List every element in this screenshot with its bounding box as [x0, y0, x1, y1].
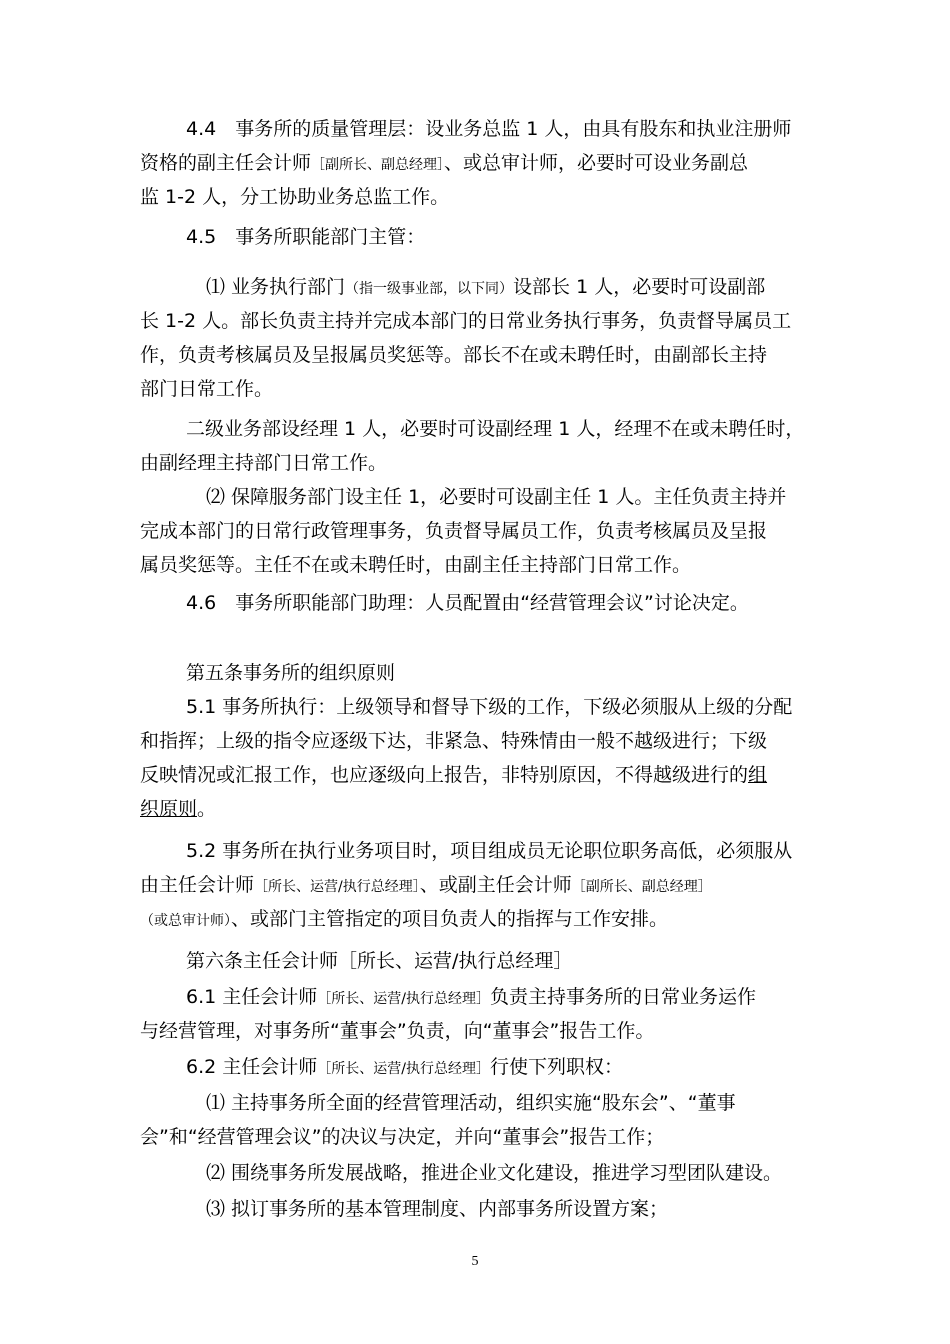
- text-run: 。: [197, 798, 217, 820]
- bracket-note: ［副所长、副总经理］: [311, 157, 445, 173]
- text-line: 5.2 事务所在执行业务项目时，项目组成员无论职位职务高低，必须服从: [186, 840, 793, 862]
- text-line: 长 1-2 人。部长负责主持并完成本部门的日常业务执行事务，负责督导属员工: [140, 310, 792, 332]
- text-run: 、或总审计师，必要时可设业务副总: [444, 152, 749, 174]
- text-run: 由主任会计师: [140, 874, 255, 896]
- text-line: [140, 868, 830, 902]
- text-run: ⑴ 业务执行部门: [206, 276, 346, 298]
- article-6-heading: 第六条主任会计师［所长、运营/执行总经理］: [186, 950, 573, 972]
- text-line: 监 1-2 人，分工协助业务总监工作。: [140, 186, 450, 208]
- paragraph-second-level-dept: [140, 412, 830, 480]
- text-run: 6.2 主任会计师: [186, 1056, 318, 1078]
- bracket-note: ［所长、运营/执行总经理］: [317, 1061, 490, 1077]
- text-line: 属员奖惩等。主任不在或未聘任时，由副主任主持部门日常工作。: [140, 554, 692, 576]
- text-run: 、或副主任会计师: [419, 874, 572, 896]
- text-line: [140, 902, 830, 936]
- paragraph-4-6: 4.6 事务所职能部门助理：人员配置由“经营管理会议”讨论决定。: [186, 592, 749, 614]
- paragraph-5-2: [140, 834, 830, 936]
- text-line: ⑴ 主持事务所全面的经营管理活动，组织实施“股东会”、“董事: [206, 1092, 736, 1114]
- list-item-1: [140, 1086, 830, 1154]
- text-run: 反映情况或汇报工作，也应逐级向上报告，非特别原因，不得越级进行的: [140, 764, 749, 786]
- list-item-2: ⑵ 围绕事务所发展战略，推进企业文化建设，推进学习型团队建设。: [206, 1162, 783, 1184]
- underlined-text: 组: [748, 764, 768, 786]
- text-line: [140, 758, 830, 792]
- paren-note: （或总审计师）: [140, 913, 231, 929]
- text-line: [140, 980, 830, 1014]
- text-line: 4.4 事务所的质量管理层：设业务总监 1 人，由具有股东和执业注册师: [186, 118, 792, 140]
- text-line: 作，负责考核属员及呈报属员奖惩等。部长不在或未聘任时，由副部长主持: [140, 344, 768, 366]
- text-run: 行使下列职权：: [489, 1056, 623, 1078]
- text-line: [140, 270, 830, 304]
- bracket-note: ［副所长、副总经理］: [571, 879, 712, 895]
- text-line: 由副经理主持部门日常工作。: [140, 452, 388, 474]
- paragraph-6-2: [140, 1050, 830, 1084]
- text-run: 负责主持事务所的日常业务运作: [489, 986, 756, 1008]
- text-run: 资格的副主任会计师: [140, 152, 312, 174]
- text-line: [140, 146, 830, 180]
- text-line: 部门日常工作。: [140, 378, 274, 400]
- text-line: 完成本部门的日常行政管理事务，负责督导属员工作，负责考核属员及呈报: [140, 520, 768, 542]
- bracket-note: ［所长、运营/执行总经理］: [254, 879, 420, 895]
- text-line: 二级业务部设经理 1 人，必要时可设副经理 1 人，经理不在或未聘任时，: [186, 418, 805, 440]
- paragraph-4-4: [140, 112, 830, 214]
- paragraph-4-5: 4.5 事务所职能部门主管：: [186, 226, 426, 248]
- text-run: 设部长 1 人，必要时可设副部: [513, 276, 766, 298]
- text-line: ⑵ 保障服务部门设主任 1，必要时可设副主任 1 人。主任负责主持并: [206, 486, 787, 508]
- text-run: 、或部门主管指定的项目负责人的指挥与工作安排。: [231, 908, 669, 930]
- page-number: 5: [471, 1254, 479, 1269]
- text-line: [140, 1050, 830, 1084]
- text-line: [140, 792, 830, 826]
- underlined-text: 织原则: [140, 798, 198, 820]
- bracket-note: ［所长、运营/执行总经理］: [317, 991, 490, 1007]
- text-line: 与经营管理，对事务所“董事会”负责，向“董事会”报告工作。: [140, 1020, 655, 1042]
- paren-note: （指一级事业部，以下同）: [345, 281, 514, 297]
- article-5-heading: 第五条事务所的组织原则: [186, 662, 396, 684]
- text-run: 6.1 主任会计师: [186, 986, 318, 1008]
- text-line: 和指挥；上级的指令应逐级下达，非紧急、特殊情由一般不越级进行；下级: [140, 730, 768, 752]
- paragraph-6-1: [140, 980, 830, 1048]
- paragraph-5-1: [140, 690, 830, 826]
- list-item-3: ⑶ 拟订事务所的基本管理制度、内部事务所设置方案；: [206, 1198, 669, 1220]
- paragraph-item-1: [140, 270, 830, 406]
- text-line: 会”和“经营管理会议”的决议与决定，并向“董事会”报告工作；: [140, 1126, 665, 1148]
- paragraph-item-2: [140, 480, 830, 582]
- text-line: 5.1 事务所执行：上级领导和督导下级的工作，下级必须服从上级的分配: [186, 696, 793, 718]
